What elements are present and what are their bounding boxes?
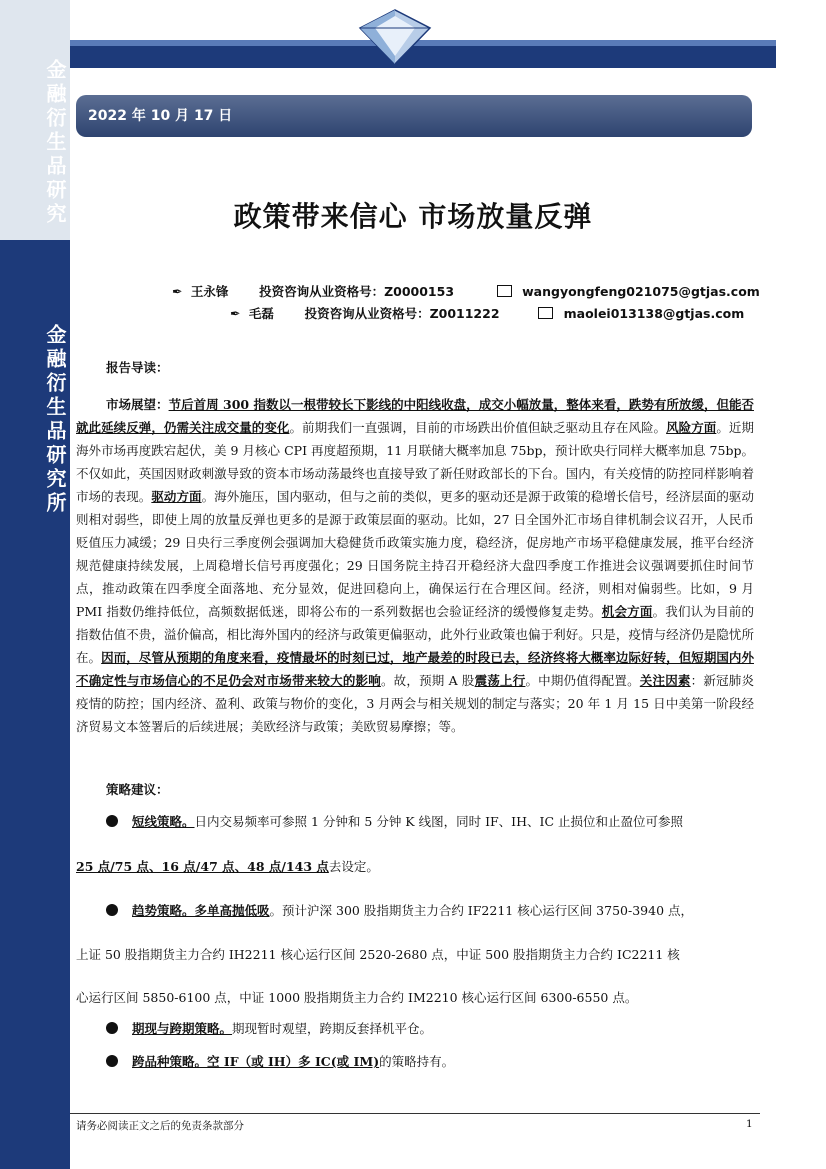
strategy-spot-calendar <box>76 1019 756 1037</box>
text: ：新冠肺炎疫情的防控；国内经济、盈利、政策与物价的变化，3 月两会与相关规划的制定与落实；20 年 1 月 15 日中美第一阶段经济贸易文本签署后的后续进展；美欧经济与政策；美欧贸易摩擦；等。 <box>76 673 754 734</box>
page-number: 1 <box>746 1118 753 1130</box>
risk-label: 风险方面 <box>666 420 717 435</box>
market-outlook-label: 市场展望： <box>106 397 169 412</box>
page-title: 政策带来信心 市场放量反弹 <box>233 200 593 233</box>
strategy-label: 短线策略。 <box>132 814 195 829</box>
market-outlook-paragraph <box>76 393 754 738</box>
author-name: 王永锋 <box>190 284 229 299</box>
strategy-label: 期现与跨期策略。 <box>132 1021 233 1036</box>
report-date: 2022 年 10 月 17 日 <box>88 108 233 124</box>
sidebar-label-top: 金融衍生品研究 <box>43 59 67 227</box>
text: 去设定。 <box>328 859 379 874</box>
strategy-label: 趋势策略。 <box>132 903 195 918</box>
factors-label: 关注因素 <box>639 673 691 688</box>
footer-disclaimer: 请务必阅读正文之后的免责条款部分 <box>76 1120 244 1132</box>
strategy-heading: 策略建议： <box>106 782 169 797</box>
bullet-icon <box>106 815 118 827</box>
mail-icon <box>538 307 553 319</box>
author-email[interactable]: wangyongfeng021075@gtjas.com <box>522 284 760 299</box>
text: 。预计沪深 300 股指期货主力合约 IF2211 核心运行区间 3750-3940 点， <box>269 903 694 918</box>
strategy-trend-line3: 心运行区间 5850-6100 点，中证 1000 股指期货主力合约 IM2210 核心运行区间 6300-6550 点。 <box>76 990 638 1005</box>
author-row-1 <box>172 282 760 300</box>
footer-divider <box>70 1113 760 1114</box>
bullet-icon <box>106 1022 118 1034</box>
text: 日内交易频率可参照 1 分钟和 5 分钟 K 线图，同时 IF、IH、IC 止损位和止盈位可参照 <box>194 814 683 829</box>
text: 。故，预期 A 股 <box>380 673 475 688</box>
author-qualification: 投资咨询从业资格号：Z0000153 <box>259 284 455 299</box>
strategy-trend <box>76 901 756 919</box>
text: 。中期仍值得配置。 <box>525 673 640 688</box>
text: 。我们认为目前的指数估值不贵，溢价偏高，相比海外国内的经济与政策更偏驱动，此外行业政策也偏于利好。只是，疫情与经济仍是隐忧所在。 <box>76 604 754 665</box>
strategy-heading-block <box>76 778 754 801</box>
strategy-short-term-levels <box>76 857 756 875</box>
text: 。海外施压，国内驱动，但与之前的类似，更多的驱动还是源于政策的稳增长信号，经济层面的驱动则相对弱些，即使上周的放量反弹也更多的是源于政策层面的驱动。比如，27 日全国外汇市场自律机制会议召开，人民币贬值压力减缓；29 日央行三季度例会强调加大稳健货币政策实施力度，稳经济，促房地产市场平稳健康发展，推平台经济规范健康持续发展，上周稳增长信号再度强化；29 日国务院主持召开稳经济大盘四季度工作推进会议强调要抓住时间节点，推动政策在四季度全面落地、充分显效，促进回稳向上，确保运行在合理区间。经济，则相对偏弱些。比如，9 月 PMI 指数仍维持低位，高频数据低迷，即将公布的一系列数据也会验证经济的缓慢修复走势。 <box>76 489 754 619</box>
sidebar-label-bottom: 金融衍生品研究所 <box>43 324 67 516</box>
author-name: 毛磊 <box>248 306 274 321</box>
text: 期现暂时观望，跨期反套择机平仓。 <box>232 1021 433 1036</box>
author-row-2 <box>230 304 744 322</box>
diamond-logo-icon <box>340 8 450 66</box>
strategy-label: 跨品种策略。 <box>132 1054 208 1069</box>
opportunity-label: 机会方面 <box>601 604 653 619</box>
strategy-cross-product <box>76 1052 756 1070</box>
bullet-icon <box>106 1055 118 1067</box>
text: 。前期我们一直强调，目前的市场跌出价值但缺乏驱动且存在风险。 <box>289 420 667 435</box>
bullet-icon <box>106 904 118 916</box>
market-outlook-key: 节后首周 300 指数以一根带较长下影线的中阳线收盘，成交小幅放量，整体来看，跌势有所放缓，但能否就此延续反弹，仍需关注成交量的变化 <box>76 397 754 435</box>
strategy-key: 空 IF（或 IH）多 IC(或 IM) <box>207 1054 380 1069</box>
report-guide <box>76 356 754 738</box>
date-banner <box>76 95 752 137</box>
author-email[interactable]: maolei013138@gtjas.com <box>563 306 745 321</box>
author-qualification: 投资咨询从业资格号：Z0011222 <box>304 306 500 321</box>
stop-levels: 25 点/75 点、16 点/47 点、48 点/143 点 <box>76 859 329 874</box>
conclusion-key: 因而，尽管从预期的角度来看，疫情最坏的时刻已过，地产最差的时段已去，经济终将大概率边际好转，但短期国内外不确定性与市场信心的不足仍会对市场带来较大的影响 <box>76 650 754 688</box>
strategy-trend-line2: 上证 50 股指期货主力合约 IH2211 核心运行区间 2520-2680 点，中证 500 股指期货主力合约 IC2211 核 <box>76 947 680 962</box>
pen-icon: ✒ <box>230 306 241 321</box>
pen-icon: ✒ <box>172 284 183 299</box>
guide-heading: 报告导读： <box>106 360 169 375</box>
expectation-key: 震荡上行 <box>474 673 526 688</box>
strategy-key: 多单高抛低吸 <box>194 903 270 918</box>
driver-label: 驱动方面 <box>151 489 202 504</box>
mail-icon <box>497 285 512 297</box>
strategy-short-term <box>76 812 756 830</box>
text: 。近期海外市场再度跌宕起伏，美 9 月核心 CPI 再度超预期，11 月联储大概率加息 75bp，预计欧央行同样大概率加息 75bp。不仅如此，英国因财政刺激导致的资本市场动荡最终也直接导致了新任财政部长的下台。国内，有关疫情的防控同样影响着市场的表现。 <box>76 420 754 504</box>
text: 的策略持有。 <box>379 1054 455 1069</box>
